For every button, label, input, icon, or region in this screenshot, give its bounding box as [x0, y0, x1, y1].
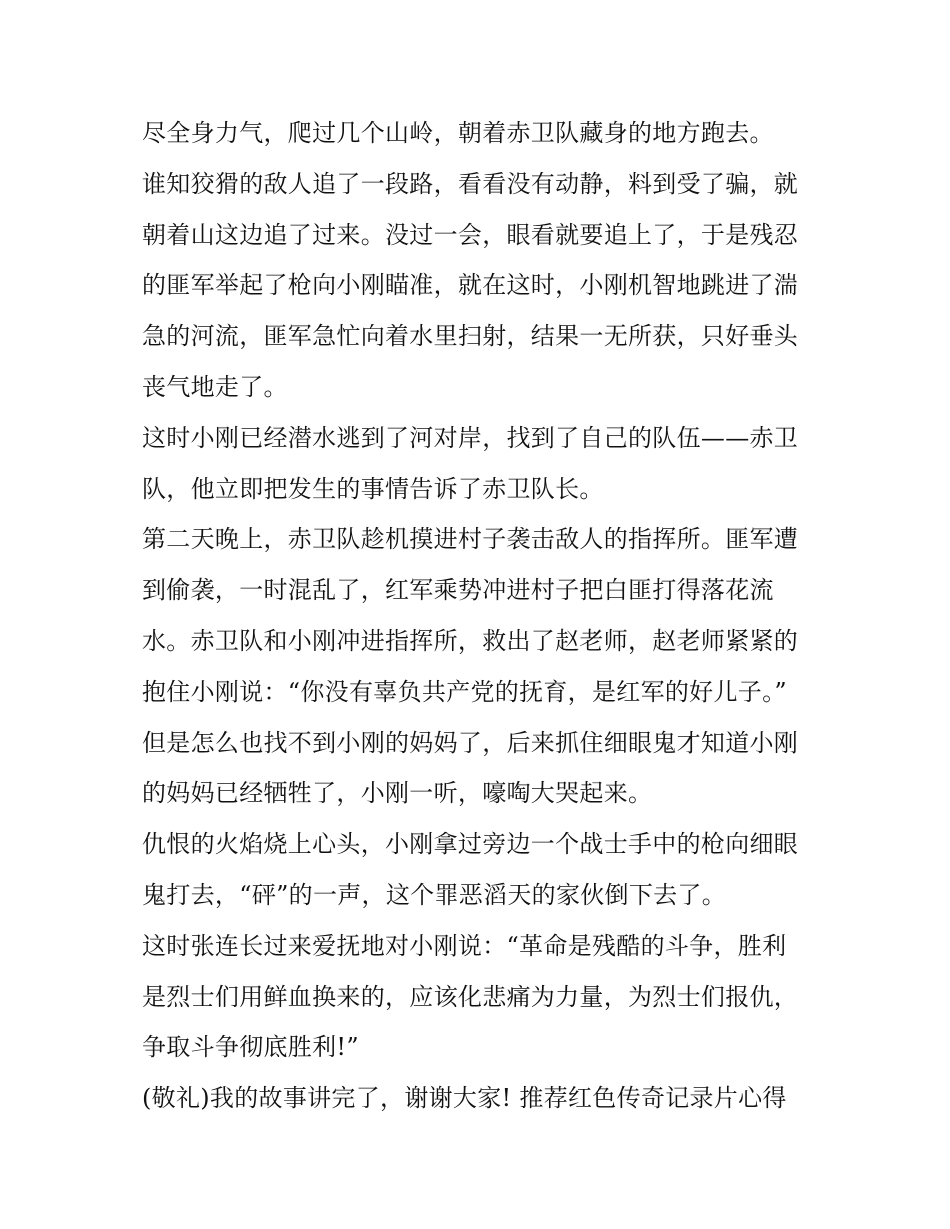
text-line-14: 的妈妈已经牺牲了，小刚一听，嚎啕大哭起来。 [142, 779, 653, 808]
text-line-2: 谁知狡猾的敌人追了一段路，看看没有动静，料到受了骗，就 [142, 169, 799, 198]
text-line-6: 丧气地走了。 [142, 372, 288, 401]
text-line-16: 鬼打去，“砰”的一声，这个罪恶滔天的家伙倒下去了。 [142, 880, 727, 909]
text-line-17: 这时张连长过来爱抚地对小刚说：“革命是残酷的斗争，胜利 [142, 931, 787, 960]
text-line-18: 是烈士们用鲜血换来的，应该化悲痛为力量，为烈士们报仇， [142, 982, 799, 1011]
text-line-12: 抱住小刚说：“你没有辜负共产党的抚育，是红军的好儿子。” [142, 677, 787, 706]
text-line-15: 仇恨的火焰烧上心头，小刚拿过旁边一个战士手中的枪向细眼 [142, 830, 799, 859]
text-line-20: (敬礼)我的故事讲完了，谢谢大家! 推荐红色传奇记录片心得 [142, 1084, 787, 1113]
text-line-11: 水。赤卫队和小刚冲进指挥所，救出了赵老师，赵老师紧紧的 [142, 626, 799, 655]
text-line-4: 的匪军举起了枪向小刚瞄准，就在这时，小刚机智地跳进了湍 [142, 271, 799, 300]
text-line-3: 朝着山这边追了过来。没过一会，眼看就要追上了，于是残忍 [142, 220, 799, 249]
text-line-1: 尽全身力气，爬过几个山岭，朝着赤卫队藏身的地方跑去。 [142, 119, 774, 147]
text-line-9: 第二天晚上，赤卫队趁机摸进村子袭击敌人的指挥所。匪军遭 [142, 525, 799, 554]
text-line-19: 争取斗争彻底胜利!” [142, 1033, 359, 1062]
text-line-13: 但是怎么也找不到小刚的妈妈了，后来抓住细眼鬼才知道小刚 [142, 728, 799, 757]
text-line-10: 到偷袭，一时混乱了，红军乘势冲进村子把白匪打得落花流 [142, 576, 774, 605]
text-line-7: 这时小刚已经潜水逃到了河对岸，找到了自己的队伍——赤卫 [142, 423, 799, 452]
text-line-5: 急的河流，匪军急忙向着水里扫射，结果一无所获，只好垂头 [142, 322, 799, 351]
document-body [142, 108, 822, 1124]
text-line-8: 队，他立即把发生的事情告诉了赤卫队长。 [142, 474, 604, 503]
